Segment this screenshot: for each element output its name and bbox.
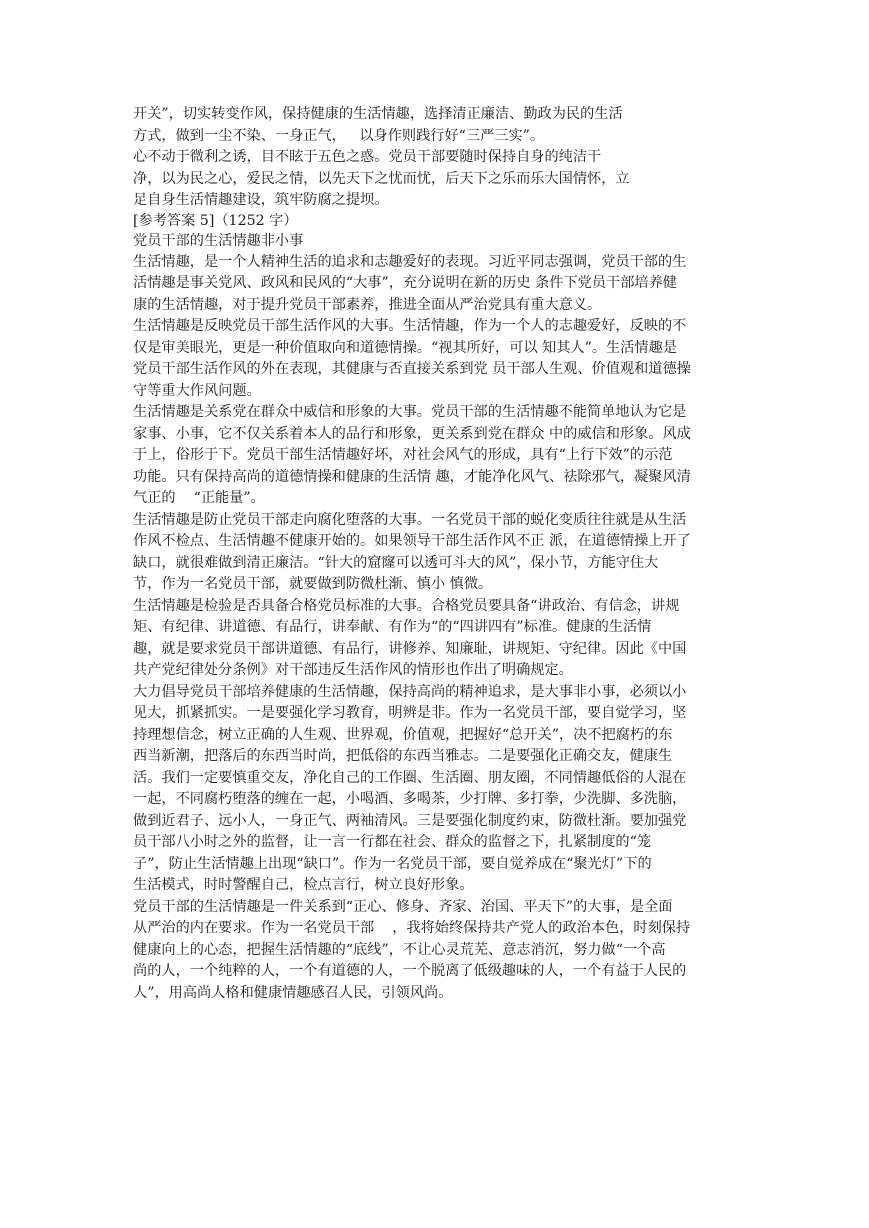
text-line: 守等重大作风问题。: [133, 382, 261, 399]
text-line: 人”，用高尚人格和健康情趣感召人民，引领风尚。: [133, 984, 453, 1001]
text-line: 矩、有纪律、讲道德、有品行，讲奉献、有作为“的“四讲四有”标准。健康的生活情: [133, 619, 652, 635]
text-line: 功能。只有保持高尚的道德情操和健康的生活情 趣，才能净化风气、祛除邪气，凝聚风清: [133, 468, 691, 485]
text-line: 于上，俗形于下。党员干部生活情趣好坏，对社会风气的形成，具有“上行下效”的示范: [133, 447, 673, 463]
text-line: 生活模式，时时警醒自己，检点言行，树立良好形象。: [133, 877, 474, 893]
text-line: 见大，抓紧抓实。一是要强化学习教育，明辨是非。作为一名党员干部，要自觉学习，坚: [133, 705, 687, 721]
text-line: 大力倡导党员干部培养健康的生活情趣，保持高尚的精神追求，是大事非小事，必须以小: [133, 683, 687, 700]
text-line: 生活情趣是关系党在群众中威信和形象的大事。党员干部的生活情趣不能简单地认为它是: [133, 404, 687, 420]
answer-heading: [参考答案 5]（1252 字）: [133, 213, 298, 229]
text-line: 康的生活情趣，对于提升党员干部素养，推进全面从严治党具有重大意义。: [133, 296, 602, 313]
text-line: 党员干部生活作风的外在表现，其健康与否直接关系到党 员干部人生观、价值观和道德操: [133, 361, 691, 377]
essay-title: 党员干部的生活情趣非小事: [133, 232, 304, 249]
text-line: 党员干部的生活情趣是一件关系到“正心、修身、齐家、治国、平天下”的大事，是全面: [133, 898, 673, 915]
text-line: 生活情趣是检验是否具备合格党员标准的大事。合格党员要具备“讲政治、有信念，讲规: [133, 597, 680, 614]
text-line: 生活情趣是防止党员干部走向腐化堕落的大事。一名党员干部的蜕化变质往往就是从生活: [133, 511, 687, 528]
text-line: 趣，就是要求党员干部讲道德、有品行，讲修养、知廉耻，讲规矩、守纪律。因此《中国: [133, 640, 687, 657]
text-line: 活。我们一定要慎重交友，净化自己的工作圈、生活圈、朋友圈，不同情趣低俗的人混在: [133, 769, 687, 786]
text-line: 方式，做到一尘不染、一身正气， 以身作则践行好“三严三实”。: [133, 127, 545, 144]
text-line: 健康向上的心态，把握生活情趣的“底线”，不让心灵荒芜、意志消沉，努力做“一个高: [133, 941, 666, 958]
text-line: 生活情趣是反映党员干部生活作风的大事。生活情趣，作为一个人的志趣爱好，反映的不: [133, 318, 687, 334]
text-line: 尚的人，一个纯粹的人，一个有道德的人，一个脱离了低级趣味的人，一个有益于人民的: [133, 963, 687, 979]
text-line: 子”，防止生活情趣上出现“缺口”。作为一名党员干部，要自觉养成在“聚光灯”下的: [133, 855, 652, 872]
text-line: 仅是审美眼光，更是一种价值取向和道德情操。“视其所好，可以 知其人”。生活情趣是: [133, 339, 677, 356]
text-line: 活情趣是事关党风、政风和民风的“大事”，充分说明在新的历史 条件下党员干部培养健: [133, 275, 677, 291]
text-line: 足自身生活情趣建设，筑牢防腐之提坝。: [133, 192, 389, 208]
text-line: 家事、小事，它不仅关系着本人的品行和形象，更关系到党在群众 中的威信和形象。风成: [133, 425, 691, 442]
text-line: 员干部八小时之外的监督，让一言一行都在社会、群众的监督之下，扎紧制度的“笼: [133, 834, 652, 850]
text-line: 缺口，就很难做到清正廉洁。“针大的窟窿可以透可斗大的风”，保小节，方能守住大: [133, 554, 659, 571]
text-line: 气正的 “正能量”。: [133, 490, 265, 506]
text-line: 心不动于微利之诱，目不眩于五色之惑。党员干部要随时保持自身的纯洁干: [133, 149, 602, 165]
text-line: 共产党纪律处分条例》对干部违反生活作风的情形也作出了明确规定。: [133, 662, 573, 678]
text-line: 开关”，切实转变作风，保持健康的生活情趣，选择清正廉洁、勤政为民的生活: [133, 106, 623, 122]
text-line: 从严治的内在要求。作为一名党员干部 ，我将始终保持共产党人的政治本色，时刻保持: [133, 920, 691, 936]
text-line: 一起，不同腐朽堕落的缠在一起，小喝酒、多喝茶，少打牌、多打拳，少洗脚、多洗脑，: [133, 791, 687, 807]
text-line: 作风不检点、生活情趣不健康开始的。如果领导干部生活作风不正 派，在道德情操上开了: [133, 533, 691, 549]
text-line: 持理想信念，树立正确的人生观、世界观，价值观，把握好“总开关”，决不把腐朽的东: [133, 726, 673, 743]
text-line: 净，以为民之心，爱民之情，以先天下之忧而忧，后天下之乐而乐大国情怀，立: [133, 170, 630, 187]
text-line: 做到近君子、远小人，一身正气、两袖清风。三是要强化制度约束，防微杜渐。要加强党: [133, 812, 687, 829]
text-line: 节，作为一名党员干部，就要做到防微杜渐、慎小 慎微。: [133, 576, 493, 592]
text-line: 西当新潮，把落后的东西当时尚，把低俗的东西当雅志。二是要强化正确交友，健康生: [133, 748, 673, 764]
text-line: 生活情趣，是一个人精神生活的追求和志趣爱好的表现。习近平同志强调，党员干部的生: [133, 253, 687, 270]
